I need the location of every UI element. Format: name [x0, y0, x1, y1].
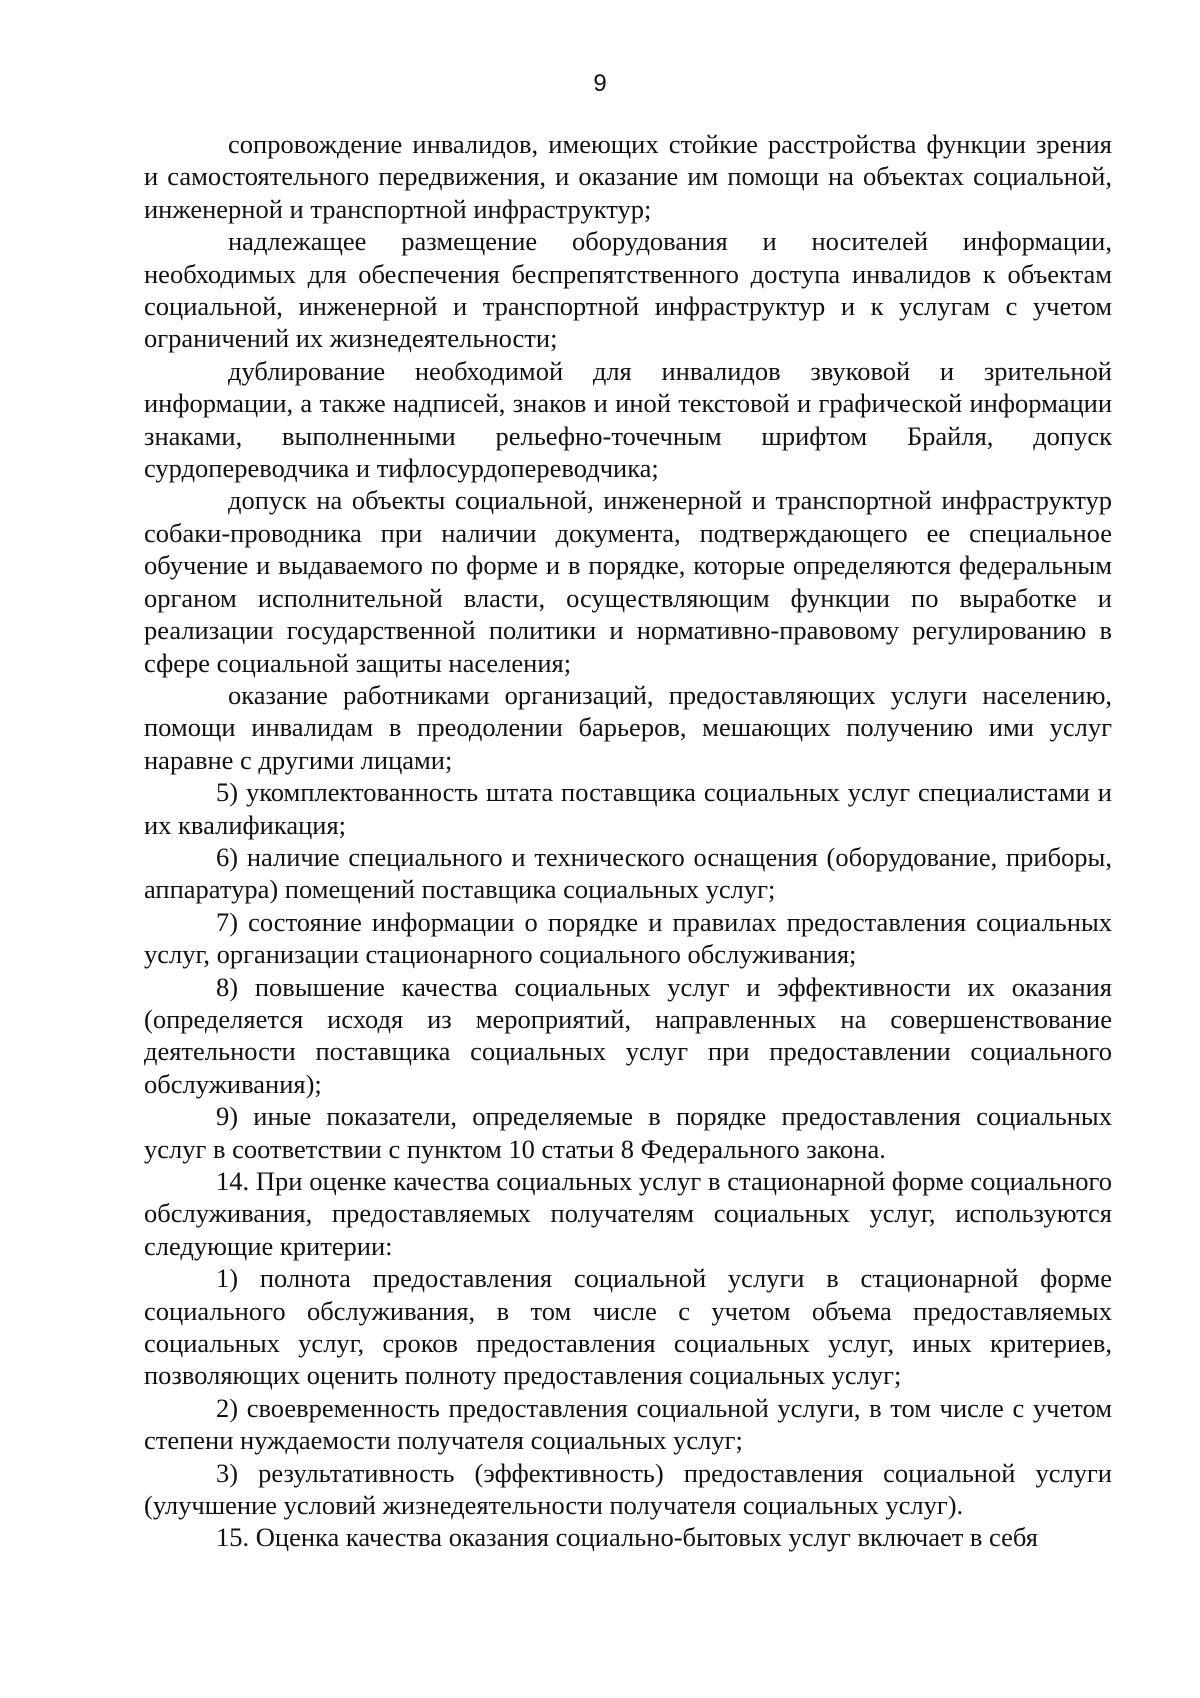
page-number: 9 [593, 70, 607, 97]
paragraph: оказание работниками организаций, предоставляющих услуги населению, помощи инвалидам в преодолении барьеров, мешающих получению ими услуг наравне с другими лицами; [144, 679, 1112, 775]
list-item: 5) укомплектованность штата поставщика социальных услуг специалистами и их квалификация; [144, 777, 1112, 840]
list-item: 7) состояние информации о порядке и правилах предоставления социальных услуг, организации стационарного социального обслуживания; [144, 906, 1112, 970]
section-paragraph: 14. При оценке качества социальных услуг в стационарной форме социального обслуживания, предоставляемых получателям социальных услуг, используются следующие критерии: [144, 1166, 1112, 1261]
paragraph: дублирование необходимой для инвалидов звуковой и зрительной информации, а также надписей, знаков и иной текстовой и графической информации знаками, выполненными рельефно-точечным шрифтом Брайля, допуск сурдопереводчика и тифлосурдопереводчика; [144, 355, 1112, 484]
paragraph: надлежащее размещение оборудования и носителей информации, необходимых для обеспечения беспрепятственного доступа инвалидов к объектам социальной, инженерной и транспортной инфраструктур и к услугам с учетом ограничений их жизнедеятельности; [144, 226, 1112, 354]
list-item: 2) своевременность предоставления социальной услуги, в том числе с учетом степени нуждаемости получателя социальных услуг; [144, 1392, 1112, 1456]
list-item: 8) повышение качества социальных услуг и эффективности их оказания (определяется исходя из мероприятий, направленных на совершенствование деятельности поставщика социальных услуг при предоставлении социального обслуживания); [144, 971, 1112, 1099]
section-paragraph: 15. Оценка качества оказания социально-бытовых услуг включает в себя [216, 1522, 1038, 1553]
list-item: 1) полнота предоставления социальной услуги в стационарной форме социального обслуживания, в том числе с учетом объема предоставляемых социальных услуг, сроков предоставления социальных услуг, иных критериев, позволяющих оценить полноту предоставления социальных услуг; [144, 1263, 1112, 1391]
document-body [144, 128, 1112, 1554]
paragraph: допуск на объекты социальной, инженерной и транспортной инфраструктур собаки-проводника при наличии документа, подтверждающего ее специальное обучение и выдаваемого по форме и в порядке, которые определяются федеральным органом исполнительной власти, осуществляющим функции по выработке и реализации государственной политики и нормативно-правовому регулированию в сфере социальной защиты населения; [144, 485, 1112, 678]
list-item: 9) иные показатели, определяемые в порядке предоставления социальных услуг в соответствии с пунктом 10 статьи 8 Федерального закона. [144, 1101, 1112, 1164]
list-item: 6) наличие специального и технического оснащения (оборудование, приборы, аппаратура) помещений поставщика социальных услуг; [144, 841, 1112, 905]
list-item: 3) результативность (эффективность) предоставления социальной услуги (улучшение условий жизнедеятельности получателя социальных услуг). [144, 1457, 1112, 1521]
paragraph: сопровождение инвалидов, имеющих стойкие расстройства функции зрения и самостоятельного передвижения, и оказание им помощи на объектах социальной, инженерной и транспортной инфраструктур; [144, 129, 1112, 224]
